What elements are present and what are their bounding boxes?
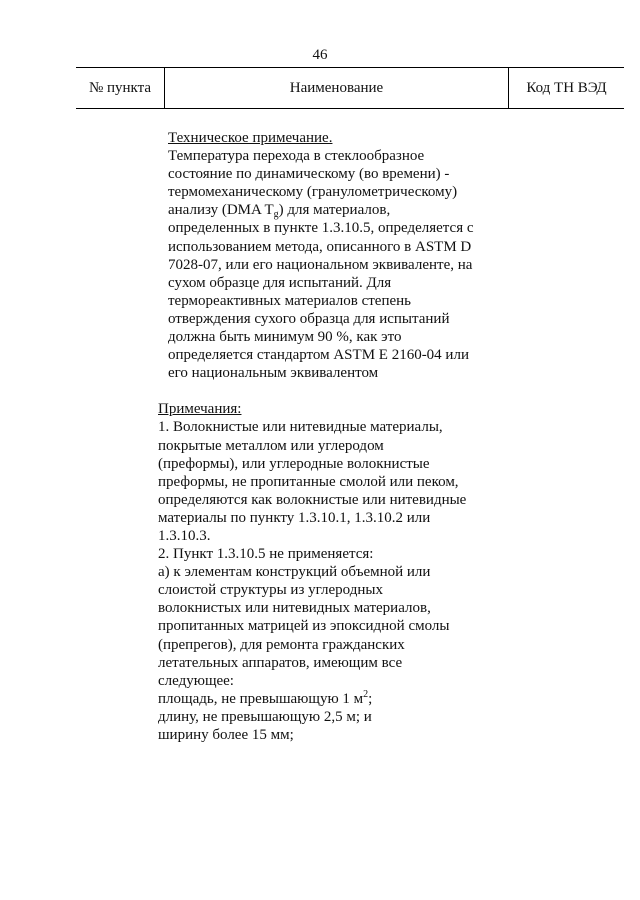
tech-note-line: должна быть минимум 90 %, как это (168, 329, 402, 346)
notes-line: ширину более 15 мм; (158, 727, 294, 743)
notes-line: покрытые металлом или углеродом (158, 437, 384, 454)
page-number: 46 (312, 47, 328, 63)
tech-note-line: его национальным эквивалентом (168, 365, 379, 382)
notes-line: следующее: (158, 672, 234, 689)
tech-note-line (158, 201, 518, 219)
tech-note-line: состояние по динамическому (во времени) - (168, 166, 450, 183)
notes-line: длину, не превышающую 2,5 м; и (158, 708, 372, 725)
notes-line: 1. Волокнистые или нитевидные материалы, (158, 419, 443, 436)
spacer (158, 382, 518, 400)
notes-line: (преформы), или углеродные волокнистые (158, 455, 430, 472)
notes-heading: Примечания: (158, 401, 242, 418)
notes-line: слоистой структуры из углеродных (158, 582, 383, 599)
tech-note-text: анализу (DMA T (168, 202, 274, 219)
notes-line: преформы, не пропитанные смолой или пеком, (158, 473, 459, 490)
tech-note-line: отверждения сухого образца для испытаний (168, 310, 450, 327)
column-header-item-number: № пункта (76, 68, 165, 108)
column-header-name: Наименование (165, 68, 509, 108)
notes-line: а) к элементам конструкций объемной или (158, 564, 431, 581)
notes-line: материалы по пункту 1.3.10.1, 1.3.10.2 или (158, 509, 431, 526)
notes-line: определяются как волокнистые или нитевидные (158, 491, 467, 508)
column-header-code: Код ТН ВЭД (526, 79, 607, 96)
tech-note-heading: Техническое примечание. (168, 130, 333, 146)
notes-superscript: 2 (363, 688, 369, 700)
tech-note-line: термореактивных материалов степень (168, 292, 412, 309)
table-header (76, 67, 624, 109)
tech-note-line: определяется стандартом ASTM E 2160-04 или (168, 347, 469, 364)
notes-line: 2. Пункт 1.3.10.5 не применяется: (158, 546, 374, 563)
notes-line: 1.3.10.3. (158, 527, 211, 544)
tech-note-line: использованием метода, описанного в ASTM D (168, 238, 472, 255)
tech-note-line: 7028-07, или его национальном эквиваленте, на (168, 256, 473, 273)
notes-line: летательных аппаратов, имеющим все (158, 654, 403, 671)
notes-text: площадь, не превышающую 1 м (158, 690, 364, 707)
tech-note-line: термомеханическому (гранулометрическому) (168, 184, 458, 201)
document-content (158, 129, 518, 744)
notes-text: ; (368, 690, 373, 707)
tech-note-subscript: g (273, 209, 279, 221)
notes-line: пропитанных матрицей из эпоксидной смолы (158, 618, 450, 635)
notes-line: (препрегов), для ремонта гражданских (158, 636, 405, 653)
tech-note-line: определенных в пункте 1.3.10.5, определяется с (168, 220, 474, 237)
tech-note-text: ) для материалов, (278, 202, 391, 219)
notes-line: волокнистых или нитевидных материалов, (158, 600, 431, 617)
notes-line (158, 690, 518, 708)
tech-note-line: сухом образце для испытаний. Для (168, 274, 392, 291)
tech-note-line: Температура перехода в стеклообразное (168, 148, 425, 165)
